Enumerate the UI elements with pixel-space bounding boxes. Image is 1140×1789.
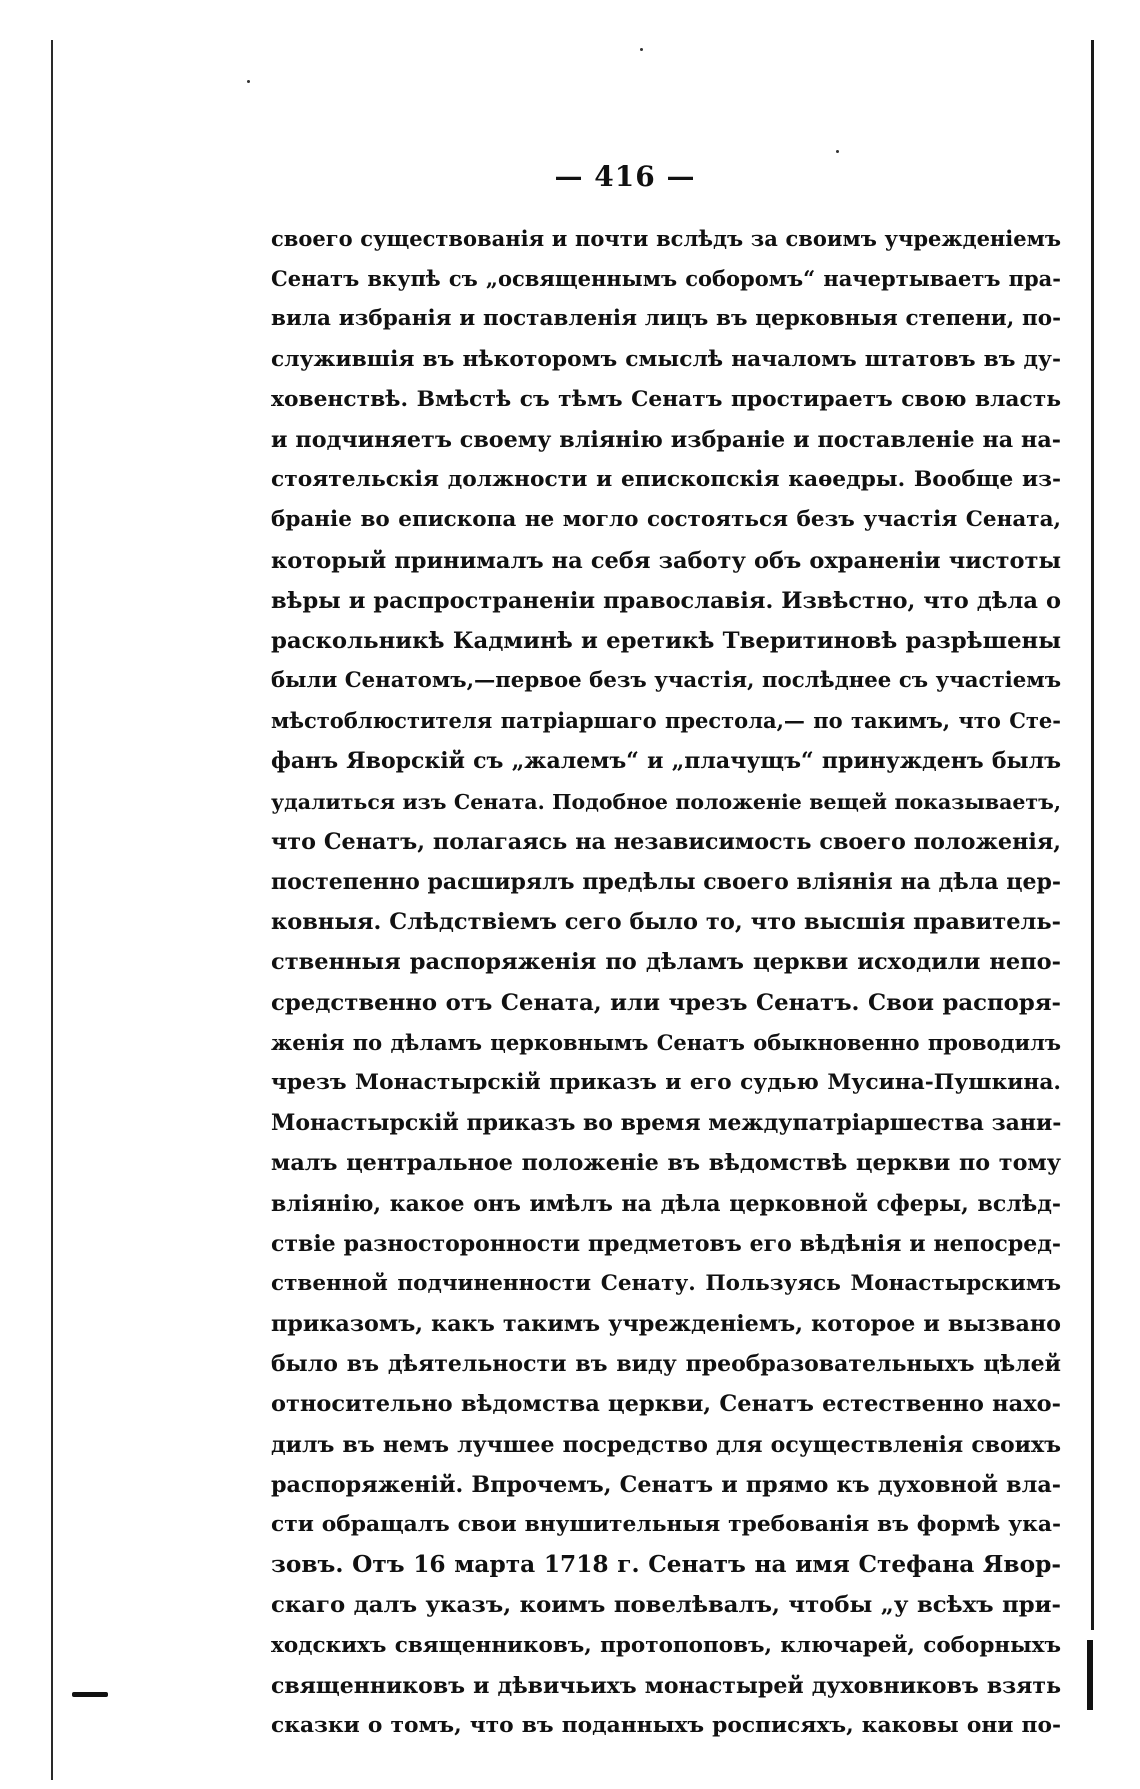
text-line: ственныя распоряженія по дѣламъ церкви исходили непо-: [271, 949, 1061, 976]
text-line: женія по дѣламъ церковнымъ Сенатъ обыкновенно проводилъ: [271, 1029, 1061, 1055]
dust-speck: [836, 150, 839, 153]
text-line: средственно отъ Сената, или чрезъ Сенатъ. Свои распоря-: [271, 989, 1061, 1016]
text-line: распоряженій. Впрочемъ, Сенатъ и прямо къ духовной вла-: [271, 1471, 1061, 1498]
text-line: удалиться изъ Сената. Подобное положеніе вещей показываетъ,: [271, 789, 1061, 814]
text-line: Сенатъ вкупѣ съ „освященнымъ соборомъ“ начертываетъ пра-: [271, 266, 1061, 292]
text-line: вліянію, какое онъ имѣлъ на дѣла церковной сферы, вслѣд-: [271, 1190, 1061, 1217]
text-line: сти обращалъ свои внушительныя требованія въ формѣ ука-: [271, 1512, 1061, 1537]
text-line: сказки о томъ, что въ поданныхъ росписяхъ, каковы они по-: [271, 1712, 1061, 1738]
text-line: своего существованія и почти вслѣдъ за своимъ учрежденіемъ: [271, 226, 1061, 251]
body-text: [271, 219, 1061, 1746]
text-line: было въ дѣятельности въ виду преобразовательныхъ цѣлей: [271, 1351, 1061, 1378]
text-line: служившія въ нѣкоторомъ смыслѣ началомъ штатовъ въ ду-: [271, 346, 1061, 372]
text-line: и подчиняетъ своему вліянію избраніе и поставленіе на на-: [271, 426, 1061, 453]
text-line: ствіе разносторонности предметовъ его вѣдѣнія и непосред-: [271, 1230, 1061, 1257]
text-line: чрезъ Монастырскій приказъ и его судью Мусина-Пушкина.: [271, 1069, 1061, 1095]
dust-speck: [640, 48, 643, 51]
text-line: фанъ Яворскій съ „жалемъ“ и „плачущъ“ принужденъ былъ: [271, 748, 1061, 775]
text-line: ховенствѣ. Вмѣстѣ съ тѣмъ Сенатъ простираетъ свою власть: [271, 386, 1061, 412]
text-line: зовъ. Отъ 16 марта 1718 г. Сенатъ на имя Стефана Явор-: [271, 1551, 1061, 1579]
text-line: что Сенатъ, полагаясь на независимость своего положенія,: [271, 828, 1061, 855]
text-line: который принималъ на себя заботу объ охраненіи чистоты: [271, 547, 1061, 574]
left-page-edge: [51, 40, 53, 1780]
dust-speck: [247, 80, 250, 83]
right-page-edge: [1091, 40, 1094, 1630]
text-line: постепенно расширялъ предѣлы своего вліянія на дѣла цер-: [271, 869, 1061, 895]
text-line: ственной подчиненности Сенату. Пользуясь Монастырскимъ: [271, 1270, 1061, 1296]
text-line: малъ центральное положеніе въ вѣдомствѣ церкви по тому: [271, 1150, 1061, 1177]
page-number: — 416 —: [554, 160, 696, 193]
text-line: вила избранія и поставленія лицъ въ церковныя степени, по-: [271, 306, 1061, 332]
text-line: вѣры и распространеніи православія. Извѣстно, что дѣла о: [271, 587, 1061, 614]
scan-mark: [72, 1692, 108, 1697]
text-line: ковныя. Слѣдствіемъ сего было то, что высшія правитель-: [271, 909, 1061, 936]
text-line: Монастырскій приказъ во время междупатріаршества зани-: [271, 1110, 1062, 1137]
text-line: браніе во епископа не могло состояться безъ участія Сената,: [271, 507, 1061, 533]
text-line: дилъ въ немъ лучшее посредство для осуществленія своихъ: [271, 1431, 1061, 1458]
text-line: были Сенатомъ,—первое безъ участія, послѣднее съ участіемъ: [271, 668, 1061, 694]
text-line: раскольникѣ Кадминѣ и еретикѣ Тверитиновѣ разрѣшены: [271, 627, 1061, 654]
text-line: скаго далъ указъ, коимъ повелѣвалъ, чтобы „у всѣхъ при-: [271, 1592, 1061, 1619]
text-line: относительно вѣдомства церкви, Сенатъ естественно нахо-: [271, 1391, 1061, 1418]
text-line: мѣстоблюстителя патріаршаго престола,— по такимъ, что Сте-: [271, 708, 1061, 734]
text-line: ходскихъ священниковъ, протопоповъ, ключарей, соборныхъ: [271, 1632, 1061, 1658]
right-page-edge-shadow: [1087, 1640, 1093, 1710]
text-line: приказомъ, какъ такимъ учрежденіемъ, которое и вызвано: [271, 1311, 1061, 1338]
text-line: стоятельскія должности и епископскія каѳедры. Вообще из-: [271, 467, 1061, 493]
text-line: священниковъ и дѣвичьихъ монастырей духовниковъ взять: [271, 1672, 1061, 1699]
